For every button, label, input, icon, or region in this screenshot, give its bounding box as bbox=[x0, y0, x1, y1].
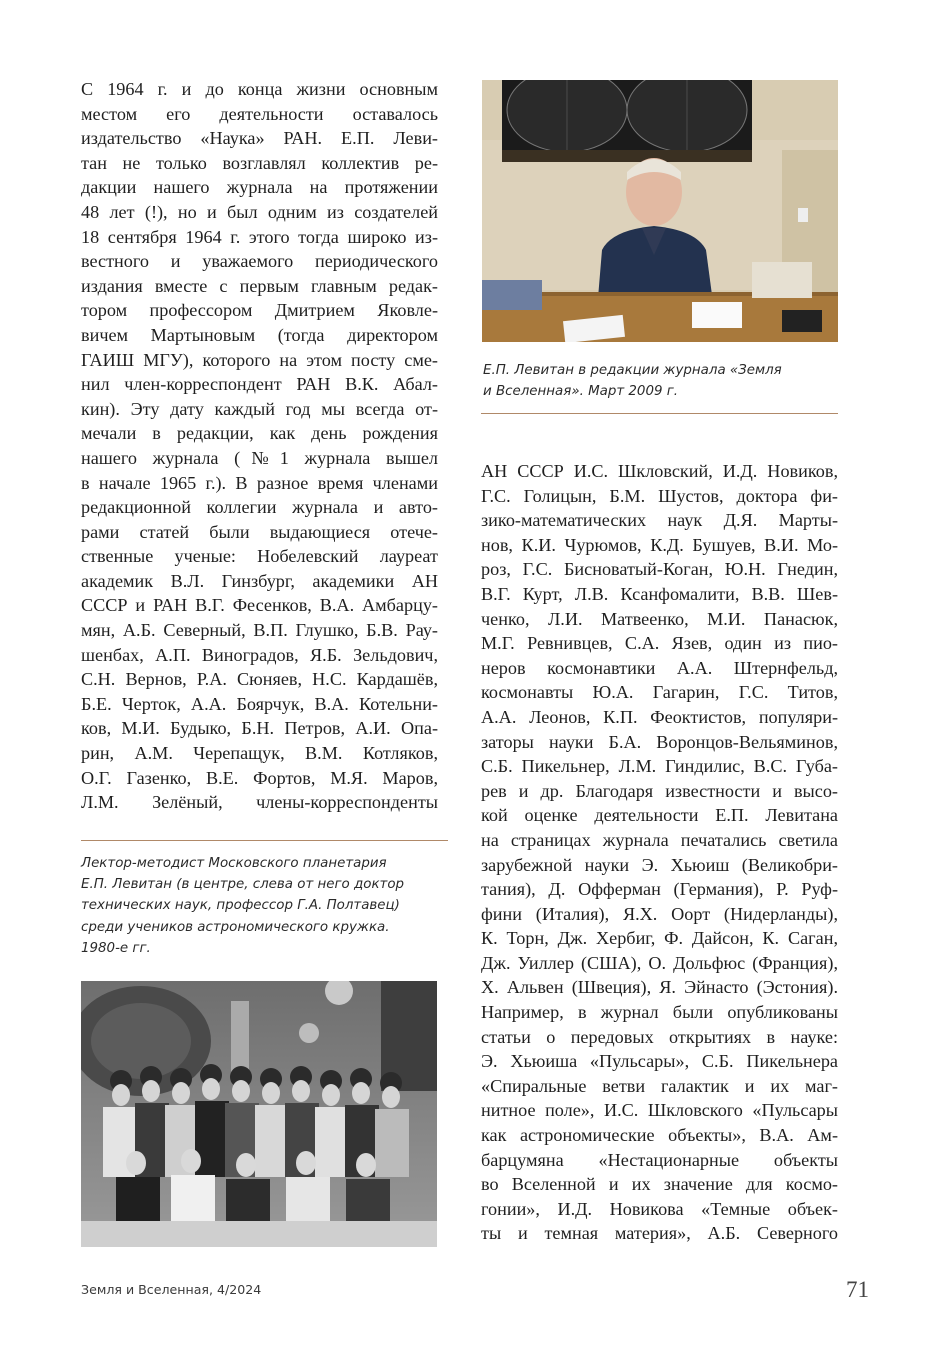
right-column-line: ченко, Л.И. Матвеенко, М.И. Панасюк, bbox=[481, 608, 838, 629]
caption-divider-left bbox=[81, 840, 448, 841]
right-column-line: кой оценке деятельности Е.П. Левитана bbox=[481, 805, 838, 826]
right-column-line: барцумяна «Нестационарные объекты bbox=[481, 1149, 838, 1170]
left-column-line: мечали в редакции, как день рождения bbox=[81, 423, 438, 444]
right-column-line: А.А. Леонов, К.П. Феоктистов, популяри- bbox=[481, 706, 838, 727]
caption-group-line: среди учеников астрономического кружка. bbox=[81, 919, 390, 935]
right-column-line: С.Б. Пикельнер, Л.М. Гиндилис, В.С. Губа- bbox=[481, 756, 838, 777]
left-column-line: нашего журнала (№1 журнала вышел bbox=[81, 447, 438, 468]
right-column-line: на страницах журнала печатались светила bbox=[481, 829, 838, 850]
right-column-line: Например, в журнал были опубликованы bbox=[481, 1002, 838, 1023]
right-column-line: «Спиральные ветви галактик и их маг- bbox=[481, 1075, 838, 1096]
right-column-line: нитное поле», И.С. Шкловского «Пульсары bbox=[481, 1100, 838, 1121]
left-column-line: местом его деятельности оставалось bbox=[81, 103, 438, 124]
office-photo-illustration bbox=[482, 80, 838, 342]
left-column-line: ков, М.И. Будыко, Б.Н. Петров, А.И. Опа- bbox=[81, 718, 438, 739]
right-column-line: ты и темная материя», А.Б. Северного bbox=[481, 1223, 838, 1244]
left-column-line: вичем Мартыновым (тогда директором bbox=[81, 324, 438, 345]
photo-levitan-office bbox=[482, 80, 838, 342]
left-column-line: тан не только возглавлял коллектив ре- bbox=[81, 152, 438, 173]
caption-divider-right bbox=[481, 413, 838, 414]
page-number: 71 bbox=[846, 1277, 869, 1302]
left-column-line: редакционной коллегии журнала и авто- bbox=[81, 497, 438, 518]
left-column-line: 48 лет (!), но и был одним из создателей bbox=[81, 201, 438, 222]
left-column-line: мян, А.Б. Северный, В.П. Глушко, Б.В. Рау- bbox=[81, 620, 438, 641]
right-column-line: Г.С. Голицын, Б.М. Шустов, доктора фи- bbox=[481, 485, 838, 506]
right-column-line: как астрономические объекты», В.А. Ам- bbox=[481, 1125, 838, 1146]
right-column-line: нов, К.И. Чурюмов, К.Д. Бушуев, В.И. Мо- bbox=[481, 534, 838, 555]
left-column-line: ГАИШ МГУ), которого на этом посту сме- bbox=[81, 349, 438, 370]
caption-group-line: технических наук, профессор Г.А. Полтавец) bbox=[81, 898, 400, 914]
right-column-line: зико-математических наук Д.Я. Марты- bbox=[481, 510, 838, 531]
right-column-line: зарубежной науки Э. Хьюиш (Великобри- bbox=[481, 854, 838, 875]
right-column-line: космонавты Ю.А. Гагарин, Г.С. Титов, bbox=[481, 682, 838, 703]
right-column-text bbox=[481, 459, 838, 1246]
right-column-line: гонии», И.Д. Новикова «Темные объек- bbox=[481, 1198, 838, 1219]
caption-group-line: 1980-е гг. bbox=[81, 940, 151, 956]
right-column-line: К. Торн, Дж. Хербиг, Ф. Дайсон, К. Саган, bbox=[481, 928, 838, 949]
left-column-line: дакции нашего журнала на протяжении bbox=[81, 177, 438, 198]
right-column-line: Дж. Уиллер (США), О. Дольфюс (Франция), bbox=[481, 952, 838, 973]
left-column-line: в начале 1965 г.). В разное время членами bbox=[81, 472, 438, 493]
left-column-line: кин). Эту дату каждый год мы всегда от- bbox=[81, 398, 438, 419]
right-column-line: тания), Д. Офферман (Германия), Р. Руф- bbox=[481, 879, 838, 900]
left-column-line: шенбах, А.П. Виноградов, Я.Б. Зельдович, bbox=[81, 644, 438, 665]
caption-office-line: и Вселенная». Март 2009 г. bbox=[483, 384, 679, 400]
right-column-line: АН СССР И.С. Шкловский, И.Д. Новиков, bbox=[481, 461, 838, 481]
right-column-line: М.Г. Ревнивцев, С.А. Язев, один из пио- bbox=[481, 633, 838, 654]
left-column-line: СССР и РАН В.Г. Фесенков, В.А. Амбарцу- bbox=[81, 595, 438, 616]
right-column-line: В.Г. Курт, Л.В. Ксанфомалити, В.В. Шев- bbox=[481, 583, 838, 604]
right-column-line: статьи о передовых открытиях в науке: bbox=[481, 1026, 838, 1047]
left-column-line: рин, А.М. Черепащук, В.М. Котляков, bbox=[81, 743, 438, 764]
right-column-line: Х. Альвен (Швеция), Я. Эйнасто (Эстония). bbox=[481, 977, 838, 998]
left-column-line: Б.Е. Черток, А.А. Боярчук, В.А. Котельни- bbox=[81, 693, 438, 714]
caption-group-photo bbox=[81, 853, 448, 959]
photo-astronomy-club bbox=[81, 981, 437, 1247]
caption-office-photo bbox=[483, 360, 840, 402]
right-column-line: неров космонавтики А.А. Штернфельд, bbox=[481, 657, 838, 678]
left-column-line: 18 сентября 1964 г. этого тогда широко из- bbox=[81, 226, 438, 247]
left-column-line: С.Н. Вернов, Р.А. Сюняев, Н.С. Кардашёв, bbox=[81, 669, 438, 690]
left-column-line: нил член-корреспондент РАН В.К. Абал- bbox=[81, 374, 438, 395]
left-column-line: академик В.Л. Гинзбург, академики АН bbox=[81, 570, 438, 591]
footer-journal-name: Земля и Вселенная, 4/2024 bbox=[81, 1282, 262, 1297]
left-column-line: тором профессором Дмитрием Яковле- bbox=[81, 300, 438, 321]
left-column-line: О.Г. Газенко, В.Е. Фортов, М.Я. Маров, bbox=[81, 767, 438, 788]
left-column-line: вестного и уважаемого периодического bbox=[81, 251, 438, 272]
right-column-line: роз, Г.С. Бисноватый-Коган, Ю.Н. Гнедин, bbox=[481, 559, 838, 580]
left-column-line: ственные ученые: Нобелевский лауреат bbox=[81, 546, 438, 567]
right-column-line: во Вселенной и их значение для космо- bbox=[481, 1174, 838, 1195]
caption-office-line: Е.П. Левитан в редакции журнала «Земля bbox=[483, 363, 782, 378]
left-column-line: издательство «Наука» РАН. Е.П. Леви- bbox=[81, 128, 438, 149]
left-column-text bbox=[81, 77, 438, 815]
caption-group-line: Е.П. Левитан (в центре, слева от него доктор bbox=[81, 877, 405, 893]
left-column-line: С 1964 г. и до конца жизни основным bbox=[81, 79, 438, 99]
left-column-line: рами статей были выдающиеся отече- bbox=[81, 521, 438, 542]
left-column-line: Л.М. Зелёный, члены-корреспонденты bbox=[81, 792, 438, 813]
right-column-line: Э. Хьюиша «Пульсары», С.Б. Пикельнера bbox=[481, 1051, 838, 1072]
right-column-line: фини (Италия), Я.Х. Оорт (Нидерланды), bbox=[481, 903, 838, 924]
right-column-line: заторы науки Б.А. Воронцов-Вельяминов, bbox=[481, 731, 838, 752]
group-photo-illustration bbox=[81, 981, 437, 1247]
left-column-line: издания вместе с первым главным редак- bbox=[81, 275, 438, 296]
caption-group-line: Лектор-методист Московского планетария bbox=[81, 856, 387, 871]
right-column-line: рев и др. Благодаря известности и высо- bbox=[481, 780, 838, 801]
